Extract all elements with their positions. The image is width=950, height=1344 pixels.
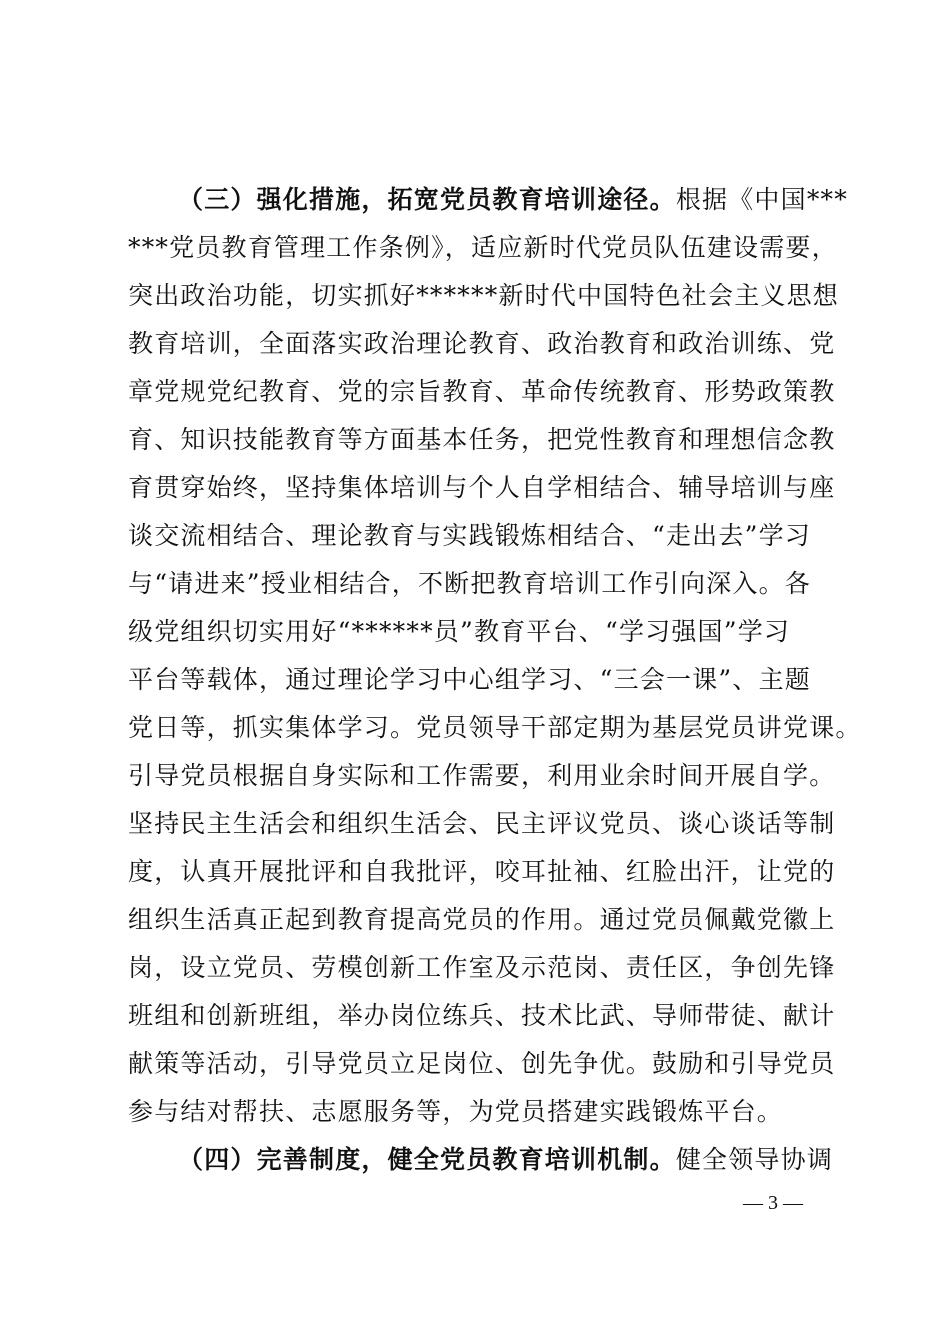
- paragraph-four-line-1: 健全领导协调: [675, 1145, 834, 1174]
- paragraph-three-line-9: 与“请进来”授业相结合，不断把教育培训工作引向深入。各: [128, 569, 811, 598]
- paragraph-three-line-14: 坚持民主生活会和组织生活会、民主评议党员、谈心谈话等制: [128, 809, 836, 838]
- paragraph-three-line-16: 组织生活真正起到教育提高党员的作用。通过党员佩戴党徽上: [128, 905, 836, 934]
- paragraph-three-line-18: 班组和创新班组，举办岗位练兵、技术比武、导师带徒、献计: [128, 1001, 836, 1030]
- paragraph-three-heading: （三）强化措施，拓宽党员教育培训途径。: [178, 185, 676, 214]
- paragraph-three-line-4: 教育培训，全面落实政治理论教育、政治教育和政治训练、党: [128, 329, 836, 358]
- page-number: — 3 —: [743, 1192, 803, 1214]
- paragraph-three-line-6: 育、知识技能教育等方面基本任务，把党性教育和理想信念教: [128, 425, 836, 454]
- paragraph-three-line-2: ***党员教育管理工作条例》，适应新时代党员队伍建设需要，: [128, 233, 838, 262]
- paragraph-three-line-10: 级党组织切实用好“******员”教育平台、“学习强国”学习: [128, 617, 791, 646]
- paragraph-three-line-5: 章党规党纪教育、党的宗旨教育、革命传统教育、形势政策教: [128, 377, 836, 406]
- paragraph-three-line-15: 度，认真开展批评和自我批评，咬耳扯袖、红脸出汗，让党的: [128, 857, 836, 886]
- paragraph-three-line-20: 参与结对帮扶、志愿服务等，为党员搭建实践锻炼平台。: [128, 1097, 784, 1126]
- paragraph-three-first-line: [178, 178, 848, 222]
- paragraph-four-first-line: [178, 1138, 834, 1182]
- paragraph-three-line-17: 岗，设立党员、劳模创新工作室及示范岗、责任区，争创先锋: [128, 953, 836, 982]
- paragraph-three-line-12: 党日等，抓实集体学习。党员领导干部定期为基层党员讲党课。: [128, 713, 862, 742]
- paragraph-three-line-11: 平台等载体，通过理论学习中心组学习、“三会一课”、主题: [128, 665, 811, 694]
- paragraph-three-line-1: 根据《中国***: [675, 185, 848, 214]
- paragraph-three-line-3: 突出政治功能，切实抓好******新时代中国特色社会主义思想: [128, 281, 840, 310]
- paragraph-three-line-19: 献策等活动，引导党员立足岗位、创先争优。鼓励和引导党员: [128, 1049, 836, 1078]
- paragraph-three-line-8: 谈交流相结合、理论教育与实践锻炼相结合、“走出去”学习: [128, 521, 811, 550]
- paragraph-four-heading: （四）完善制度，健全党员教育培训机制。: [178, 1145, 676, 1174]
- paragraph-three-line-7: 育贯穿始终，坚持集体培训与个人自学相结合、辅导培训与座: [128, 473, 836, 502]
- paragraph-three-line-13: 引导党员根据自身实际和工作需要，利用业余时间开展自学。: [128, 761, 836, 790]
